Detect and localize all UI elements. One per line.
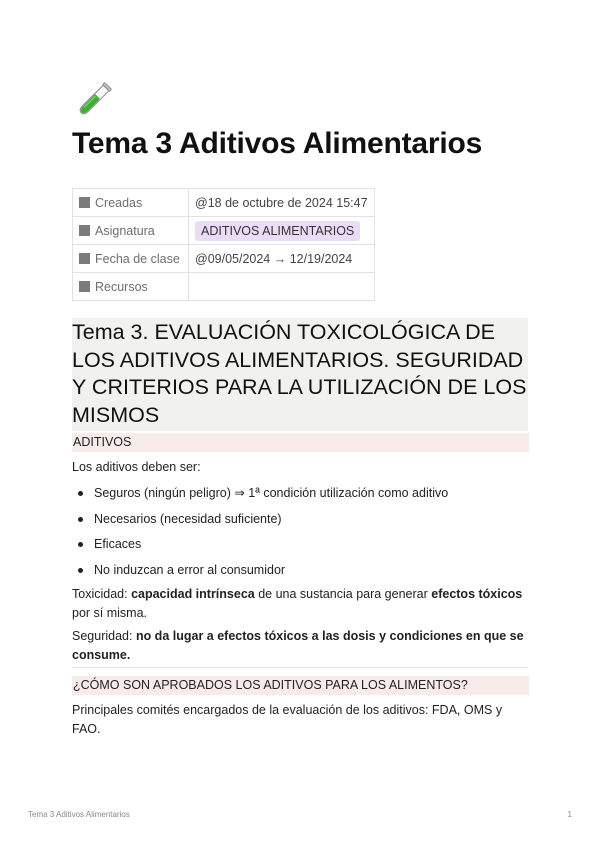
property-value[interactable]: @09/05/2024 → 12/19/2024: [189, 245, 375, 273]
subject-tag[interactable]: ADITIVOS ALIMENTARIOS: [195, 221, 360, 241]
intro-text: Los aditivos deben ser:: [72, 460, 201, 474]
property-icon: [79, 281, 90, 292]
property-value[interactable]: [189, 273, 375, 301]
requirements-list: [72, 484, 448, 586]
list-item: Seguros (ningún peligro) ⇒ 1ª condición utilización como aditivo: [72, 484, 448, 510]
page-number: 1: [567, 810, 572, 819]
footer-title: Tema 3 Aditivos Alimentarios: [28, 810, 130, 819]
page-title: Tema 3 Aditivos Alimentarios: [72, 127, 483, 160]
property-value[interactable]: @18 de octubre de 2024 15:47: [189, 189, 375, 217]
divider: [72, 667, 528, 668]
list-item: Eficaces: [72, 535, 448, 561]
toxicidad-bold-1: capacidad intrínseca: [131, 587, 255, 601]
property-name: Recursos: [95, 279, 148, 294]
property-icon: [79, 253, 90, 264]
property-icon: [79, 197, 90, 208]
property-row-recursos: [73, 273, 375, 301]
seguridad-bold: no da lugar a efectos tóxicos a las dosis y condiciones en que se consume.: [72, 629, 524, 662]
toxicidad-mid: de una sustancia para generar: [254, 587, 432, 601]
seguridad-label: Seguridad:: [72, 629, 136, 643]
property-row-asignatura: [73, 217, 375, 245]
section-heading: Tema 3. EVALUACIÓN TOXICOLÓGICA DE LOS ADITIVOS ALIMENTARIOS. SEGURIDAD Y CRITERIOS PARA LA UTILIZACIÓN DE LOS MISMOS: [72, 318, 528, 431]
test-tube-icon: [72, 78, 116, 122]
toxicidad-bold-2: efectos tóxicos: [431, 587, 523, 601]
property-row-creadas: [73, 189, 375, 217]
seguridad-paragraph: [72, 627, 528, 665]
properties-table: [72, 188, 375, 301]
comites-text: Principales comités encargados de la evaluación de los aditivos: FDA, OMS y FAO.: [72, 703, 503, 736]
toxicidad-end: por sí misma.: [72, 606, 148, 620]
list-item: No induzcan a error al consumidor: [72, 561, 448, 587]
property-name: Fecha de clase: [95, 251, 180, 266]
toxicidad-paragraph: [72, 585, 528, 623]
toxicidad-label: Toxicidad:: [72, 587, 132, 601]
property-name: Creadas: [95, 195, 143, 210]
property-row-fecha: [73, 245, 375, 273]
list-item: Necesarios (necesidad suficiente): [72, 510, 448, 536]
section-callout-aprobacion: ¿CÓMO SON APROBADOS LOS ADITIVOS PARA LOS ALIMENTOS?: [72, 676, 529, 695]
section-callout-aditivos: ADITIVOS: [72, 433, 529, 452]
property-icon: [79, 225, 90, 236]
property-name: Asignatura: [95, 223, 155, 238]
